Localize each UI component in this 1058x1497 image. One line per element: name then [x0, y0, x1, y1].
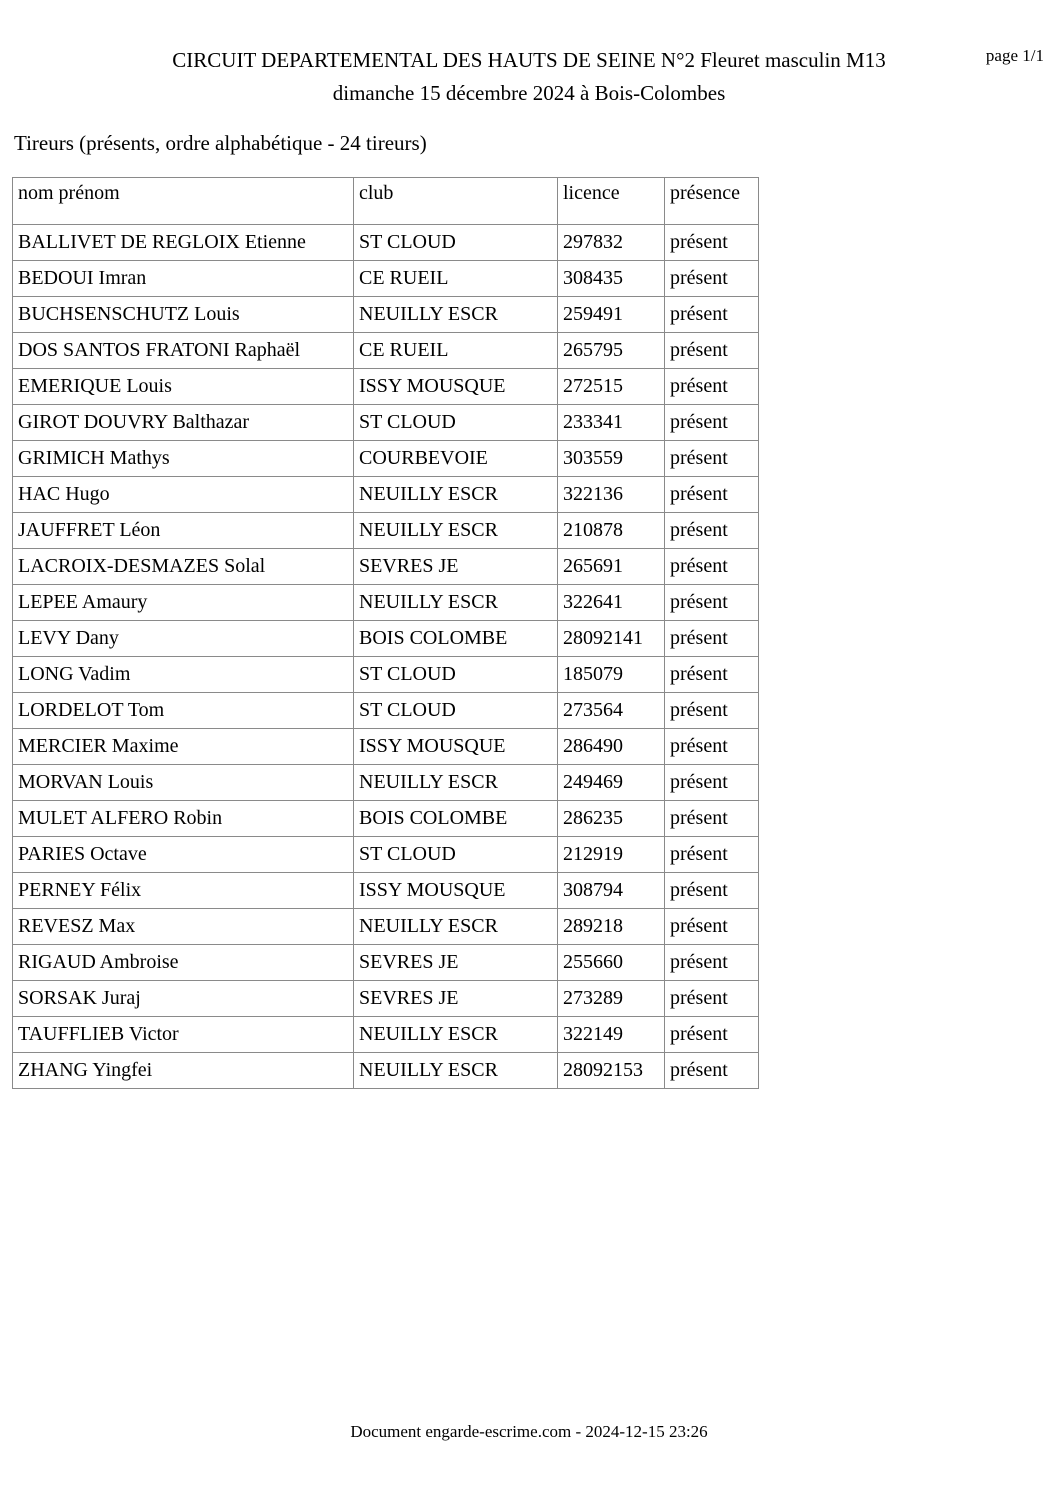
cell-presence: présent: [665, 513, 759, 549]
table-row: [13, 333, 759, 369]
cell-licence: 303559: [558, 441, 665, 477]
cell-presence: présent: [665, 405, 759, 441]
cell-name: TAUFFLIEB Victor: [13, 1017, 354, 1053]
cell-name: REVESZ Max: [13, 909, 354, 945]
cell-name: PERNEY Félix: [13, 873, 354, 909]
table-row: [13, 585, 759, 621]
cell-licence: 210878: [558, 513, 665, 549]
fencers-table: [12, 177, 759, 1089]
cell-name: MULET ALFERO Robin: [13, 801, 354, 837]
cell-licence: 297832: [558, 225, 665, 261]
cell-presence: présent: [665, 225, 759, 261]
cell-club: NEUILLY ESCR: [354, 765, 558, 801]
cell-name: LEPEE Amaury: [13, 585, 354, 621]
cell-club: ISSY MOUSQUE: [354, 729, 558, 765]
cell-club: SEVRES JE: [354, 549, 558, 585]
cell-club: COURBEVOIE: [354, 441, 558, 477]
cell-club: ST CLOUD: [354, 837, 558, 873]
cell-presence: présent: [665, 621, 759, 657]
cell-presence: présent: [665, 1053, 759, 1089]
cell-name: MORVAN Louis: [13, 765, 354, 801]
cell-club: NEUILLY ESCR: [354, 513, 558, 549]
cell-club: NEUILLY ESCR: [354, 909, 558, 945]
table-row: [13, 945, 759, 981]
cell-club: ST CLOUD: [354, 405, 558, 441]
cell-licence: 185079: [558, 657, 665, 693]
cell-presence: présent: [665, 657, 759, 693]
cell-licence: 255660: [558, 945, 665, 981]
table-row: [13, 837, 759, 873]
cell-licence: 289218: [558, 909, 665, 945]
cell-licence: 322641: [558, 585, 665, 621]
column-header-club: club: [354, 178, 558, 225]
cell-name: LORDELOT Tom: [13, 693, 354, 729]
cell-presence: présent: [665, 261, 759, 297]
table-row: [13, 621, 759, 657]
table-row: [13, 765, 759, 801]
cell-presence: présent: [665, 369, 759, 405]
cell-name: MERCIER Maxime: [13, 729, 354, 765]
table-row: [13, 981, 759, 1017]
cell-name: RIGAUD Ambroise: [13, 945, 354, 981]
cell-presence: présent: [665, 873, 759, 909]
cell-name: LEVY Dany: [13, 621, 354, 657]
cell-name: GIROT DOUVRY Balthazar: [13, 405, 354, 441]
table-row: [13, 477, 759, 513]
cell-club: ISSY MOUSQUE: [354, 369, 558, 405]
cell-presence: présent: [665, 585, 759, 621]
cell-club: CE RUEIL: [354, 261, 558, 297]
cell-club: NEUILLY ESCR: [354, 585, 558, 621]
cell-presence: présent: [665, 333, 759, 369]
cell-club: ISSY MOUSQUE: [354, 873, 558, 909]
cell-name: BALLIVET DE REGLOIX Etienne: [13, 225, 354, 261]
cell-presence: présent: [665, 297, 759, 333]
cell-presence: présent: [665, 765, 759, 801]
table-row: [13, 873, 759, 909]
cell-name: BUCHSENSCHUTZ Louis: [13, 297, 354, 333]
cell-club: NEUILLY ESCR: [354, 1017, 558, 1053]
table-row: [13, 801, 759, 837]
table-body: [13, 225, 759, 1089]
section-title: Tireurs (présents, ordre alphabétique - 24 tireurs): [14, 131, 427, 155]
cell-club: BOIS COLOMBE: [354, 801, 558, 837]
cell-licence: 259491: [558, 297, 665, 333]
table-row: [13, 405, 759, 441]
column-header-name: nom prénom: [13, 178, 354, 225]
cell-club: BOIS COLOMBE: [354, 621, 558, 657]
cell-licence: 249469: [558, 765, 665, 801]
table-row: [13, 657, 759, 693]
cell-club: NEUILLY ESCR: [354, 477, 558, 513]
cell-presence: présent: [665, 909, 759, 945]
cell-club: NEUILLY ESCR: [354, 1053, 558, 1089]
cell-name: LONG Vadim: [13, 657, 354, 693]
footer: Document engarde-escrime.com - 2024-12-15 23:26: [350, 1422, 708, 1441]
cell-name: SORSAK Juraj: [13, 981, 354, 1017]
cell-licence: 308794: [558, 873, 665, 909]
column-header-presence: présence: [665, 178, 759, 225]
table-row: [13, 693, 759, 729]
cell-club: ST CLOUD: [354, 693, 558, 729]
cell-licence: 272515: [558, 369, 665, 405]
cell-presence: présent: [665, 1017, 759, 1053]
cell-licence: 28092141: [558, 621, 665, 657]
cell-licence: 308435: [558, 261, 665, 297]
table-header-row: [13, 178, 759, 225]
cell-club: ST CLOUD: [354, 657, 558, 693]
cell-name: PARIES Octave: [13, 837, 354, 873]
column-header-licence: licence: [558, 178, 665, 225]
cell-club: NEUILLY ESCR: [354, 297, 558, 333]
table-row: [13, 297, 759, 333]
cell-name: DOS SANTOS FRATONI Raphaël: [13, 333, 354, 369]
cell-licence: 286490: [558, 729, 665, 765]
cell-licence: 273564: [558, 693, 665, 729]
cell-name: EMERIQUE Louis: [13, 369, 354, 405]
table-row: [13, 1017, 759, 1053]
table-row: [13, 261, 759, 297]
title-line-1: CIRCUIT DEPARTEMENTAL DES HAUTS DE SEINE N°2 Fleuret masculin M13: [172, 48, 886, 72]
table-row: [13, 729, 759, 765]
cell-presence: présent: [665, 837, 759, 873]
cell-presence: présent: [665, 729, 759, 765]
table-row: [13, 225, 759, 261]
table-row: [13, 549, 759, 585]
cell-licence: 233341: [558, 405, 665, 441]
table-row: [13, 909, 759, 945]
table-row: [13, 441, 759, 477]
title-line-2: dimanche 15 décembre 2024 à Bois-Colombes: [332, 81, 726, 105]
cell-licence: 212919: [558, 837, 665, 873]
cell-licence: 265691: [558, 549, 665, 585]
table-row: [13, 369, 759, 405]
cell-presence: présent: [665, 945, 759, 981]
cell-licence: 322149: [558, 1017, 665, 1053]
cell-licence: 28092153: [558, 1053, 665, 1089]
cell-presence: présent: [665, 981, 759, 1017]
cell-presence: présent: [665, 549, 759, 585]
cell-name: ZHANG Yingfei: [13, 1053, 354, 1089]
cell-name: HAC Hugo: [13, 477, 354, 513]
cell-name: BEDOUI Imran: [13, 261, 354, 297]
cell-licence: 322136: [558, 477, 665, 513]
cell-club: SEVRES JE: [354, 945, 558, 981]
table-row: [13, 1053, 759, 1089]
cell-club: SEVRES JE: [354, 981, 558, 1017]
cell-club: ST CLOUD: [354, 225, 558, 261]
cell-presence: présent: [665, 801, 759, 837]
cell-name: GRIMICH Mathys: [13, 441, 354, 477]
cell-licence: 273289: [558, 981, 665, 1017]
table-row: [13, 513, 759, 549]
cell-licence: 265795: [558, 333, 665, 369]
cell-name: LACROIX-DESMAZES Solal: [13, 549, 354, 585]
page-number: page 1/1: [985, 46, 1044, 65]
cell-licence: 286235: [558, 801, 665, 837]
document-title: [0, 44, 1058, 110]
cell-presence: présent: [665, 441, 759, 477]
cell-club: CE RUEIL: [354, 333, 558, 369]
cell-presence: présent: [665, 693, 759, 729]
cell-presence: présent: [665, 477, 759, 513]
cell-name: JAUFFRET Léon: [13, 513, 354, 549]
